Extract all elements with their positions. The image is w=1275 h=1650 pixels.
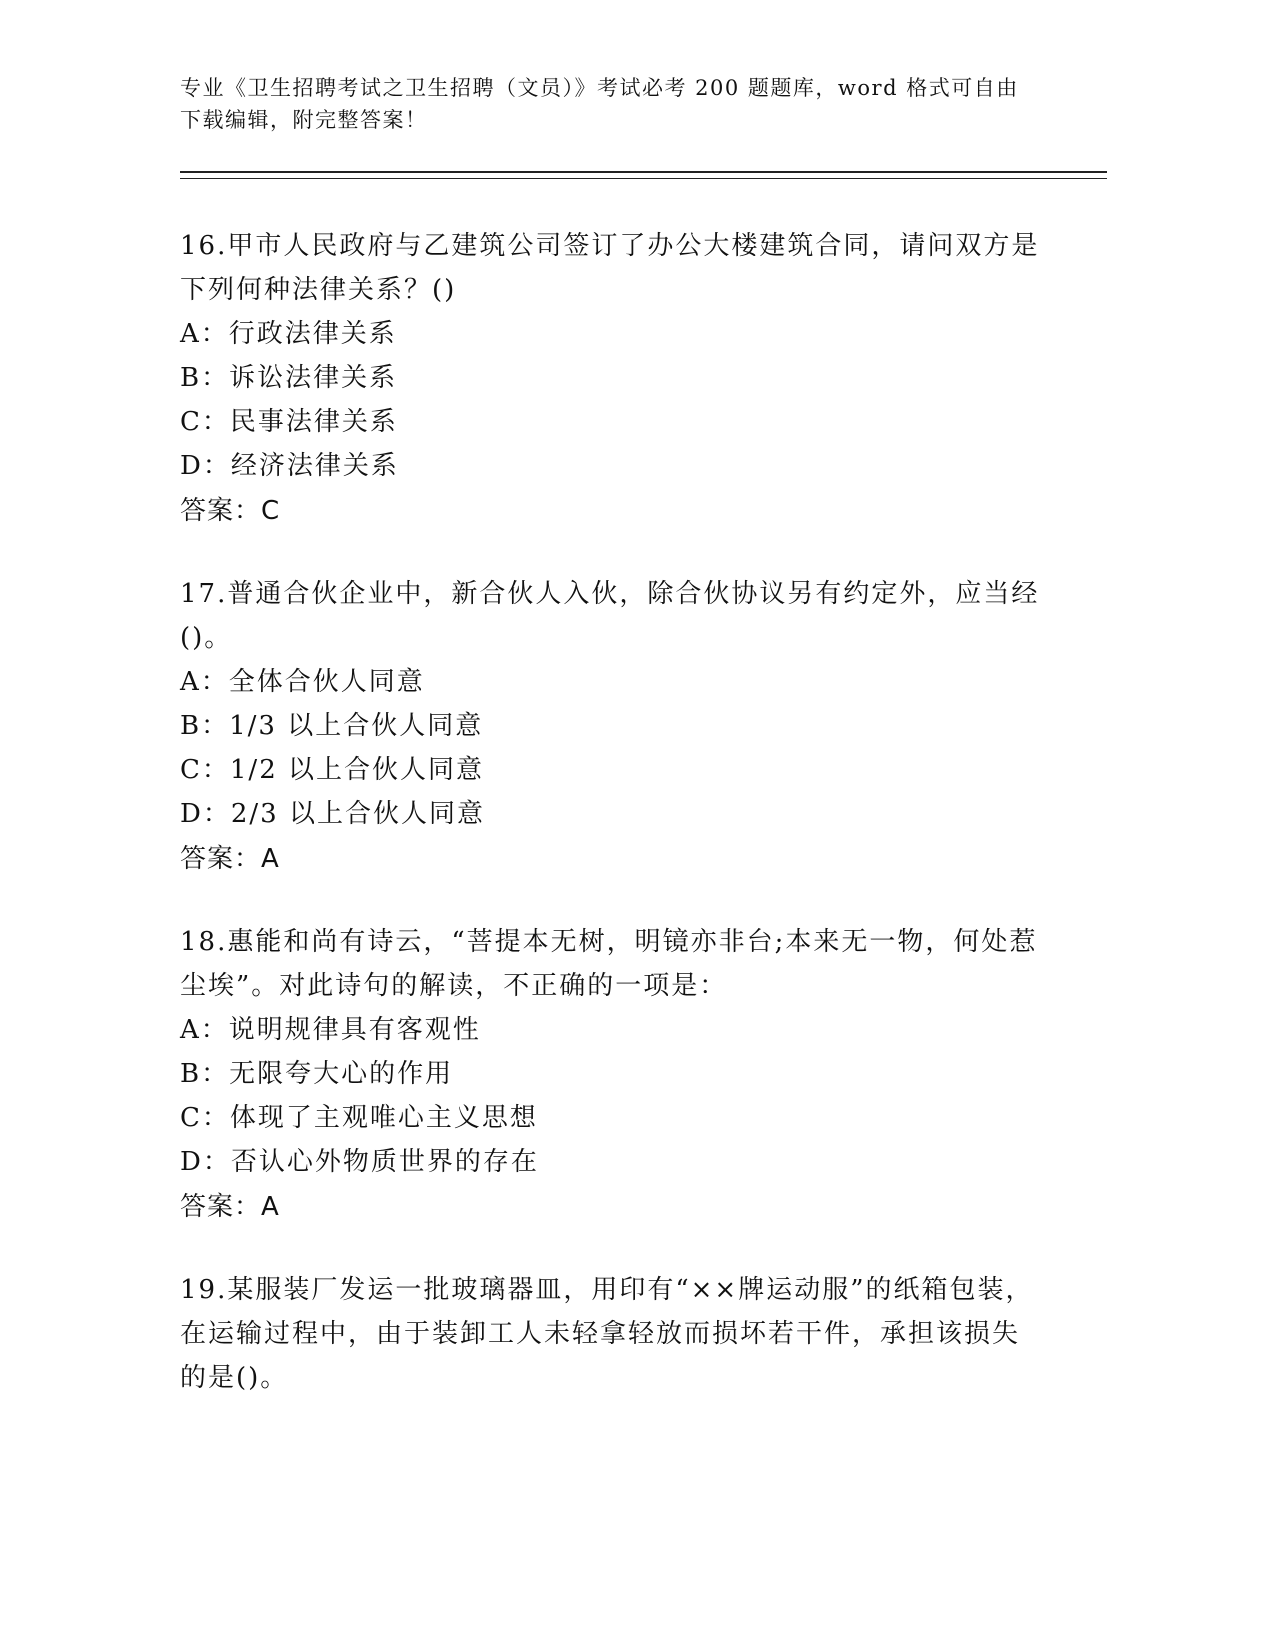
question-stem: 19.某服装厂发运一批玻璃器皿，用印有“××牌运动服”的纸箱包装，在运输过程中，由于装卸工人未轻拿轻放而损坏若干件，承担该损失的是()。 — [180, 1275, 1034, 1393]
header-rule-thick — [180, 171, 1107, 173]
answer-line: 答案：A — [180, 844, 280, 874]
option-d: D：经济法律关系 — [180, 451, 399, 481]
option-c: C：民事法律关系 — [180, 407, 398, 437]
option-b: B：无限夸大心的作用 — [180, 1059, 454, 1089]
question-stem: 18.惠能和尚有诗云，“菩提本无树，明镜亦非台;本来无一物，何处惹尘埃”。对此诗句的解读，不正确的一项是： — [180, 927, 1038, 1001]
answer-line: 答案：C — [180, 496, 281, 526]
option-b: B：1/3 以上合伙人同意 — [180, 711, 484, 741]
option-b: B：诉讼法律关系 — [180, 363, 398, 393]
question-stem: 16.甲市人民政府与乙建筑公司签订了办公大楼建筑合同，请问双方是下列何种法律关系？() — [180, 231, 1040, 305]
header-rule-thin — [180, 178, 1107, 179]
question-stem: 17.普通合伙企业中，新合伙人入伙，除合伙协议另有约定外，应当经()。 — [180, 579, 1040, 653]
option-a: A：行政法律关系 — [180, 319, 397, 349]
option-a: A：全体合伙人同意 — [180, 667, 425, 697]
question-17 — [180, 572, 1040, 882]
question-19 — [180, 1268, 1040, 1400]
option-a: A：说明规律具有客观性 — [180, 1015, 481, 1045]
question-18 — [180, 920, 1040, 1230]
option-d: D：否认心外物质世界的存在 — [180, 1147, 539, 1177]
option-d: D：2/3 以上合伙人同意 — [180, 799, 485, 829]
question-16 — [180, 224, 1040, 534]
option-c: C：1/2 以上合伙人同意 — [180, 755, 485, 785]
option-c: C：体现了主观唯心主义思想 — [180, 1103, 538, 1133]
answer-line: 答案：A — [180, 1192, 280, 1222]
document-header: 专业《卫生招聘考试之卫生招聘（文员）》考试必考 200 题题库，word 格式可自由下载编辑，附完整答案！ — [180, 76, 1019, 132]
